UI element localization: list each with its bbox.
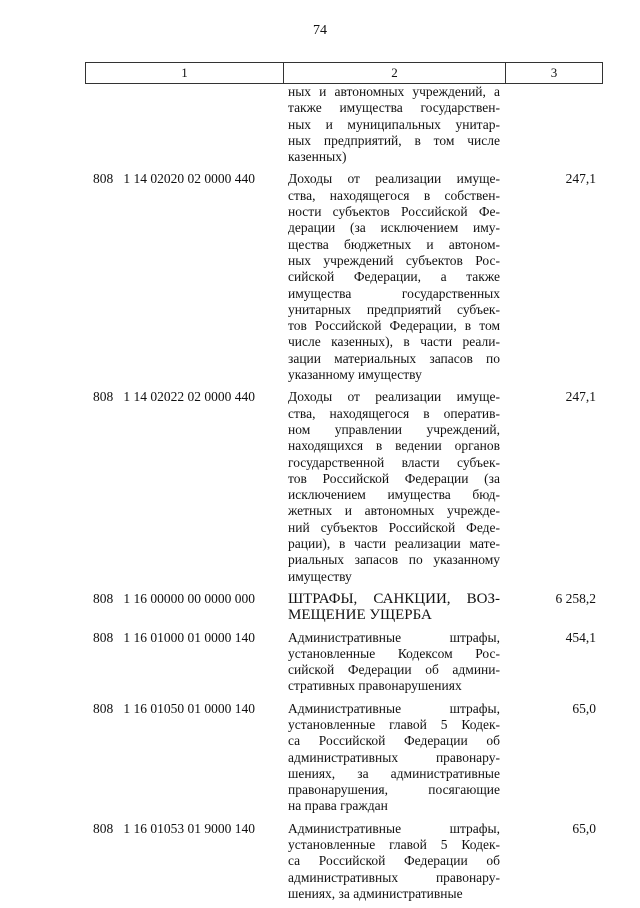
text-line: сийской Федерации, а также — [288, 269, 500, 285]
text-line: Доходы от реализации имуще- — [288, 171, 500, 187]
amount-value: 247,1 — [565, 389, 596, 405]
budget-code: 808 1 14 02022 02 0000 440 — [93, 389, 255, 405]
revenue-description — [288, 389, 500, 585]
text-line: административных правонару- — [288, 869, 500, 885]
amount-value: 454,1 — [565, 629, 596, 645]
revenue-description — [288, 701, 500, 815]
text-line: ства, находящегося в оператив- — [288, 405, 500, 421]
text-line: установленные главой 5 Кодек- — [288, 837, 500, 853]
text-line: имуществу — [288, 568, 352, 584]
text-line: шениях, за административные — [288, 765, 500, 781]
text-line: сийской Федерации об админи- — [288, 662, 500, 678]
table-row — [85, 591, 602, 624]
budget-code: 808 1 14 02020 02 0000 440 — [93, 171, 255, 187]
text-line: ном управлении учреждений, — [288, 421, 500, 437]
text-line: административных правонару- — [288, 749, 500, 765]
table-header — [85, 62, 603, 84]
header-col-3: 3 — [506, 63, 603, 84]
budget-code: 808 1 16 01000 01 0000 140 — [93, 629, 255, 645]
text-line: казенных) — [288, 149, 347, 165]
table-row — [85, 821, 602, 902]
text-line: ных и муниципальных унитар- — [288, 116, 500, 132]
text-line: Административные штрафы, — [288, 820, 500, 836]
text-line: Административные штрафы, — [288, 700, 500, 716]
text-line: ний субъектов Российской Феде- — [288, 519, 500, 535]
text-line: МЕЩЕНИЕ УЩЕРБА — [288, 607, 432, 624]
text-line: установленные главой 5 Кодек- — [288, 716, 500, 732]
page-number: 74 — [313, 23, 327, 38]
text-line: на права граждан — [288, 798, 388, 814]
text-line: Доходы от реализации имуще- — [288, 389, 500, 405]
text-line: ных учреждений субъектов Рос- — [288, 252, 500, 268]
header-col-1: 1 — [86, 63, 284, 84]
amount-value: 247,1 — [565, 171, 596, 187]
text-line: са Российской Федерации об — [288, 733, 500, 749]
text-line: государственной власти субъек- — [288, 454, 500, 470]
budget-code: 808 1 16 01050 01 0000 140 — [93, 700, 255, 716]
text-line: правонарушения, посягающие — [288, 782, 500, 798]
amount-value: 65,0 — [572, 700, 596, 716]
revenue-description — [288, 630, 500, 695]
text-line: унитарных предприятий субъек- — [288, 301, 500, 317]
text-line: риальных запасов по указанному — [288, 552, 500, 568]
text-line: ШТРАФЫ, САНКЦИИ, ВОЗ- — [288, 590, 500, 607]
table-row — [85, 389, 602, 585]
text-line: ства, находящегося в собствен- — [288, 187, 500, 203]
revenue-description — [288, 171, 500, 383]
table-row — [85, 171, 602, 383]
text-line: дерации (за исключением иму- — [288, 220, 500, 236]
text-line: исключением имущества бюд- — [288, 487, 500, 503]
text-line: рации), в части реализации мате- — [288, 536, 500, 552]
continuation-row — [85, 84, 602, 165]
text-line: ности субъектов Российской Фе- — [288, 204, 500, 220]
text-line: жетных и автономных учрежде- — [288, 503, 500, 519]
continuation-text — [288, 84, 500, 165]
text-line: находящихся в ведении органов — [288, 438, 500, 454]
budget-code: 808 1 16 01053 01 9000 140 — [93, 820, 255, 836]
revenue-description — [288, 821, 500, 902]
text-line: стративных правонарушениях — [288, 678, 462, 694]
amount-value: 6 258,2 — [555, 590, 596, 606]
table-row — [85, 630, 602, 695]
header-col-2: 2 — [284, 63, 506, 84]
text-line: зации материальных запасов по — [288, 350, 500, 366]
text-line: тов Российской Федерации, в том — [288, 318, 500, 334]
text-line: имущества государственных — [288, 285, 500, 301]
amount-value: 65,0 — [572, 820, 596, 836]
text-line: ных предприятий, в том числе — [288, 132, 500, 148]
text-line: числе казенных), в части реали- — [288, 334, 500, 350]
text-line: щества бюджетных и автоном- — [288, 236, 500, 252]
text-line: также имущества государствен- — [288, 100, 500, 116]
text-line: указанному имуществу — [288, 367, 422, 383]
revenue-description — [288, 591, 500, 624]
text-line: установленные Кодексом Рос- — [288, 645, 500, 661]
table-row — [85, 701, 602, 815]
text-line: тов Российской Федерации (за — [288, 470, 500, 486]
table-body — [85, 84, 602, 908]
text-line: Административные штрафы, — [288, 629, 500, 645]
text-line: ных и автономных учреждений, а — [288, 84, 500, 99]
budget-code: 808 1 16 00000 00 0000 000 — [93, 590, 255, 606]
text-line: шениях, за административные — [288, 885, 463, 901]
text-line: са Российской Федерации об — [288, 853, 500, 869]
